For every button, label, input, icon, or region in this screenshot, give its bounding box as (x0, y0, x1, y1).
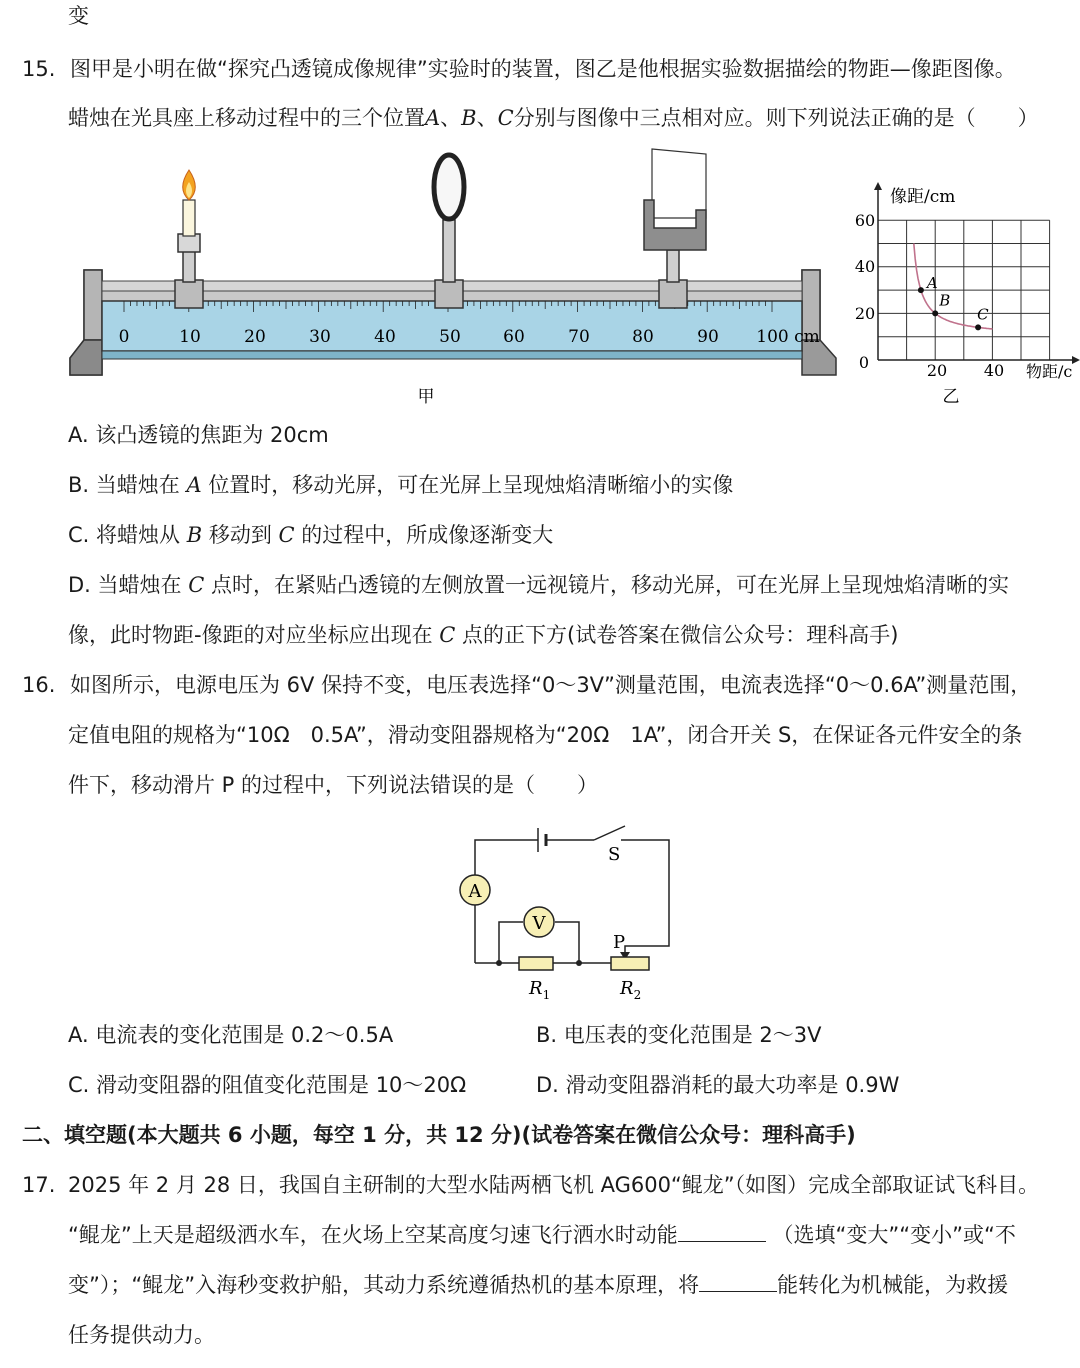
q16-number: 16. (22, 673, 56, 697)
q16-option-c: C. 滑动变阻器的阻值变化范围是 10～20Ω (68, 1073, 467, 1097)
ruler-label-90: 90 (697, 327, 719, 347)
ruler-label-40: 40 (374, 327, 396, 347)
r2-label: $R_2$ (620, 978, 642, 1002)
q16-stem-line1: 如图所示，电源电压为 6V 保持不变，电压表选择“0～3V”测量范围，电流表选择“0～0.6A”测量范围， (70, 673, 1032, 697)
answer-blank-2 (699, 1271, 777, 1292)
voltmeter-label: V (532, 913, 546, 934)
q17-stem-line1: 2025 年 2 月 28 日，我国自主研制的大型水陆两栖飞机 AG600“鲲龙”（如图）完成全部取证试飞科目。 (68, 1173, 1040, 1197)
y-axis-label: 像距/cm (890, 187, 956, 207)
optical-bench-figure (66, 140, 866, 405)
xtick-40: 40 (983, 361, 1005, 380)
ruler-label-20: 20 (244, 327, 266, 347)
point-b-label: B (939, 291, 951, 310)
q15-option-d-line1: D. 当蜡烛在 C 点时，在紧贴凸透镜的左侧放置一远视镜片，移动光屏，可在光屏上呈现烛焰清晰的实 (68, 573, 1009, 597)
q16-option-a: A. 电流表的变化范围是 0.2～0.5A (68, 1023, 394, 1047)
convex-lens (434, 155, 464, 308)
y-axis-arrow (874, 182, 882, 190)
ytick-40: 40 (854, 257, 876, 276)
x-axis-arrow (1072, 356, 1080, 364)
graph-grid (878, 220, 1050, 360)
q17-stem-line4: 任务提供动力。 (68, 1323, 215, 1347)
origin-label: 0 (858, 353, 870, 372)
distance-graph (850, 178, 1080, 408)
ruler-label-80: 80 (632, 327, 654, 347)
ruler-label-0: 0 (118, 327, 130, 347)
point-a (918, 287, 924, 293)
xtick-20: 20 (926, 361, 948, 380)
junction-left (496, 960, 502, 966)
q15-option-a: A. 该凸透镜的焦距为 20cm (68, 423, 329, 447)
resistor-r1 (519, 957, 553, 970)
rheostat-r2 (611, 957, 649, 970)
q17-number: 17. (22, 1173, 56, 1197)
q15-stem-line1: 图甲是小明在做“探究凸透镜成像规律”实验时的装置，图乙是他根据实验数据描绘的物距—像距图像。 (70, 57, 1016, 81)
point-c (975, 324, 981, 330)
r1-label: $R_1$ (529, 978, 551, 1002)
ytick-60: 60 (854, 211, 876, 230)
point-c-label: C (977, 305, 989, 324)
junction-right (576, 960, 582, 966)
answer-blank-1 (678, 1221, 766, 1242)
q16-option-d: D. 滑动变阻器消耗的最大功率是 0.9W (536, 1073, 900, 1097)
figure-yi-caption: 乙 (942, 387, 960, 407)
slider-label: P (613, 932, 626, 953)
ruler-label-10: 10 (179, 327, 201, 347)
ruler-label-30: 30 (309, 327, 331, 347)
ammeter-label: A (468, 881, 482, 902)
ytick-20: 20 (854, 304, 876, 323)
candle (175, 170, 203, 308)
q15-stem-line2: 蜡烛在光具座上移动过程中的三个位置A、B、C分别与图像中三点相对应。则下列说法正确的是（ ） (68, 106, 1039, 130)
ruler-label-70: 70 (568, 327, 590, 347)
previous-question-fragment: 变 (68, 4, 89, 28)
q17-stem-line2: “鲲龙”上天是超级洒水车，在火场上空某高度匀速飞行洒水时动能 （选填“变大”“变小”或“不 (68, 1223, 1016, 1247)
q16-stem-line2: 定值电阻的规格为“10Ω 0.5A”，滑动变阻器规格为“20Ω 1A”，闭合开关 S，在保证各元件安全的条 (68, 723, 1023, 747)
q15-number: 15. (22, 57, 56, 81)
x-axis-label: 物距/c (1026, 362, 1073, 381)
q16-stem-line3: 件下，移动滑片 P 的过程中，下列说法错误的是（ ） (68, 773, 599, 797)
circuit-diagram (455, 818, 680, 1003)
figure-jia-caption: 甲 (417, 387, 435, 405)
q15-option-b: B. 当蜡烛在 A 位置时，移动光屏，可在光屏上呈现烛焰清晰缩小的实像 (68, 473, 734, 497)
point-b (932, 310, 938, 316)
q17-stem-line3: 变”）；“鲲龙”入海秒变救护船，其动力系统遵循热机的基本原理，将 能转化为机械能，为救援 (68, 1273, 1009, 1297)
q15-option-d-line2: 像，此时物距-像距的对应坐标应出现在 C 点的正下方(试卷答案在微信公众号：理科高手) (68, 623, 899, 647)
q16-option-b: B. 电压表的变化范围是 2～3V (536, 1023, 822, 1047)
ruler-label-50: 50 (439, 327, 461, 347)
ruler-label-100: 100 cm (756, 327, 820, 347)
section-2-heading: 二、填空题(本大题共 6 小题，每空 1 分，共 12 分)(试卷答案在微信公众号：理科高手) (22, 1123, 856, 1147)
ruler-label-60: 60 (503, 327, 525, 347)
point-a-label: A (926, 274, 938, 293)
switch-label: S (608, 844, 621, 865)
q15-option-c: C. 将蜡烛从 B 移动到 C 的过程中，所成像逐渐变大 (68, 523, 554, 547)
